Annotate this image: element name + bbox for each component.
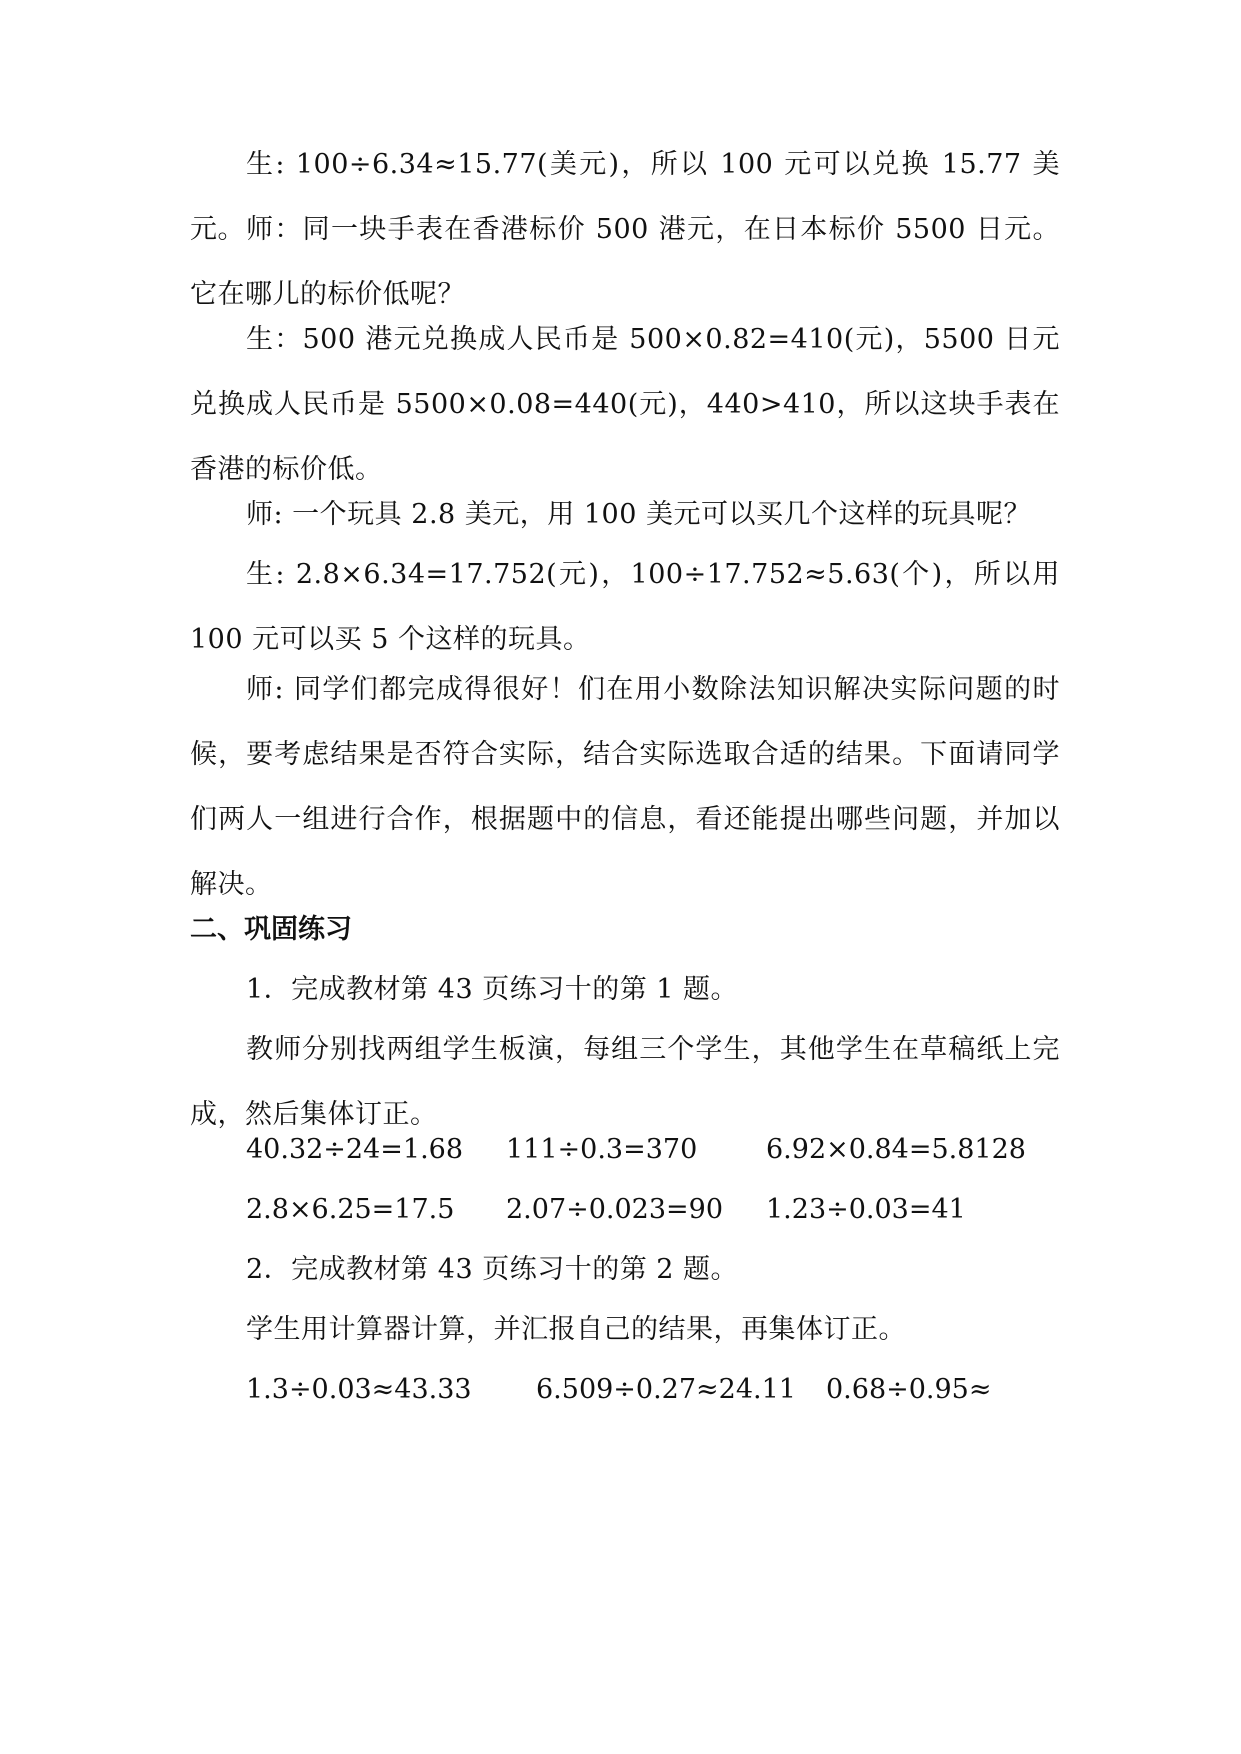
equation: 1.23÷0.03=41 xyxy=(766,1194,966,1225)
paragraph-teacher-question-watch: 师：同一块手表在香港标价 500 港元，在日本标价 5500 日元。它在哪儿的标价低呢？ xyxy=(190,214,1060,310)
equation: 2.07÷0.023=90 xyxy=(506,1194,724,1225)
exercise-2-row-1 xyxy=(190,1357,1060,1422)
exercise-1-row-1 xyxy=(190,1117,1060,1182)
equation: 40.32÷24=1.68 xyxy=(246,1134,464,1165)
exercise-1-instruction: 教师分别找两组学生板演，每组三个学生，其他学生在草稿纸上完成，然后集体订正。 xyxy=(190,1034,1060,1130)
paragraph-student-answer-1: 生: 100÷6.34≈15.77(美元)，所以 100 元可以兑换 15.77 美元。 xyxy=(190,149,1060,245)
equation: 6.509÷0.27≈24.11 xyxy=(536,1374,796,1405)
exercise-1-row-2 xyxy=(190,1177,1060,1242)
exercise-1-title: 1．完成教材第 43 页练习十的第 1 题。 xyxy=(246,974,739,1005)
paragraph-teacher-question-toy: 师: 一个玩具 2.8 美元，用 100 美元可以买几个这样的玩具呢？ xyxy=(246,499,1031,530)
exercise-2-instruction: 学生用计算器计算，并汇报自己的结果，再集体订正。 xyxy=(246,1314,906,1345)
paragraph-student-answer-toy: 生: 2.8×6.34=17.752(元)，100÷17.752≈5.63(个)，所以用 100 元可以买 5 个这样的玩具。 xyxy=(190,559,1060,655)
equation: 2.8×6.25=17.5 xyxy=(246,1194,455,1225)
equation: 0.68÷0.95≈ xyxy=(826,1374,992,1405)
equation: 111÷0.3=370 xyxy=(506,1134,698,1165)
equation: 6.92×0.84=5.8128 xyxy=(766,1134,1026,1165)
exercise-2-title: 2．完成教材第 43 页练习十的第 2 题。 xyxy=(246,1254,739,1285)
paragraph-teacher-summary: 师: 同学们都完成得很好！们在用小数除法知识解决实际问题的时候，要考虑结果是否符合实际，结合实际选取合适的结果。下面请同学们两人一组进行合作，根据题中的信息，看还能提出哪些问题，并加以解决。 xyxy=(190,674,1060,900)
equation: 1.3÷0.03≈43.33 xyxy=(246,1374,472,1405)
paragraph-student-answer-watch: 生：500 港元兑换成人民币是 500×0.82=410(元)，5500 日元兑换成人民币是 5500×0.08=440(元)，440>410，所以这块手表在香港的标价低。 xyxy=(190,324,1060,485)
section-heading: 二、巩固练习 xyxy=(190,914,352,945)
